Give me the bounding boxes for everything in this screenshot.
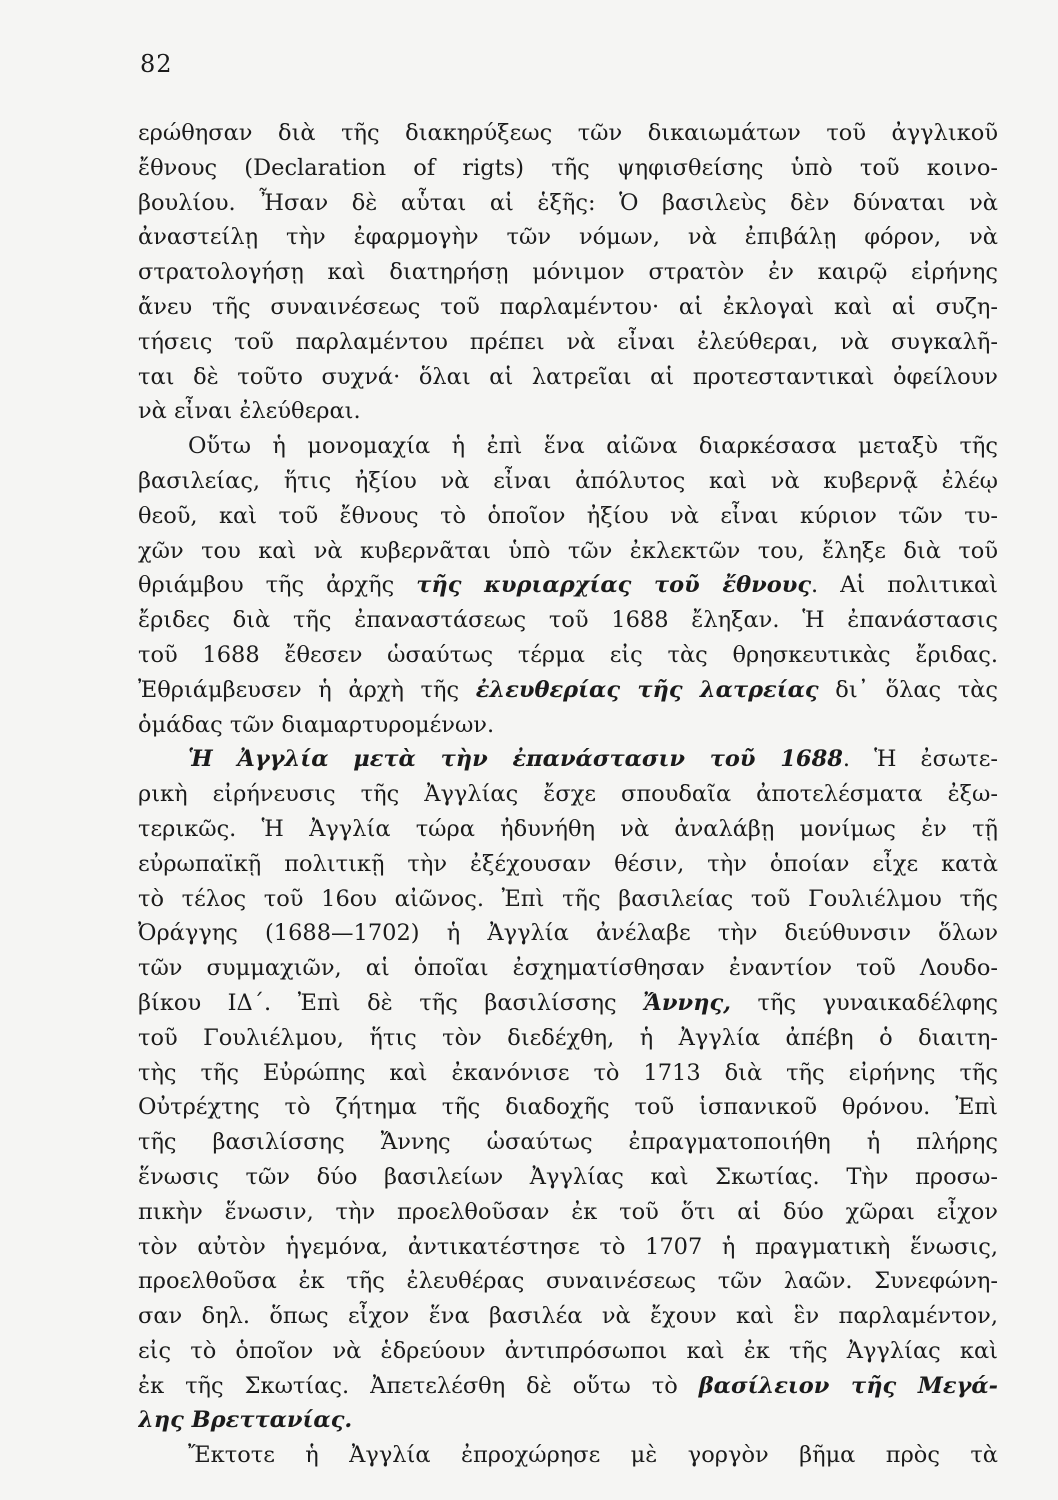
text-line xyxy=(138,847,998,882)
text-line xyxy=(138,708,998,743)
text-segment: Οὕτω ἡ μονομαχία ἡ ἐπὶ ἕνα αἰῶνα διαρκέσασα μεταξὺ τῆς xyxy=(188,433,998,460)
text-line xyxy=(138,916,998,951)
text-line xyxy=(138,220,998,255)
text-line xyxy=(138,1369,998,1404)
text-segment: νὰ εἶναι ἐλεύθεραι. xyxy=(138,398,361,425)
text-line xyxy=(138,673,998,708)
text-line xyxy=(138,951,998,986)
text-segment: Οὐτρέχτης τὸ ζήτημα τῆς διαδοχῆς τοῦ ἱσπανικοῦ θρόνου. Ἐπὶ xyxy=(138,1094,998,1121)
text-line xyxy=(138,1090,998,1125)
text-line xyxy=(138,1438,998,1473)
page-number: 82 xyxy=(140,50,173,78)
text-line xyxy=(138,151,998,186)
text-segment: δι᾿ ὅλας τὰς xyxy=(818,676,998,703)
text-line xyxy=(138,429,998,464)
text-line xyxy=(138,325,998,360)
text-segment: θεοῦ, καὶ τοῦ ἔθνους τὸ ὁποῖον ἠξίου νὰ εἶναι κύριον τῶν τυ- xyxy=(138,502,998,529)
text-segment: βίκου ΙΔ΄. Ἐπὶ δὲ τῆς βασιλίσσης xyxy=(138,989,644,1016)
text-line xyxy=(138,1056,998,1091)
text-segment: βουλίου. Ἦσαν δὲ αὗται αἱ ἑξῆς: Ὁ βασιλεὺς δὲν δύναται νὰ xyxy=(138,189,998,216)
text-segment: χῶν του καὶ νὰ κυβερνᾶται ὑπὸ τῶν ἐκλεκτῶν του, ἔληξε διὰ τοῦ xyxy=(138,537,998,564)
emphasized-text: Ἄννης, xyxy=(643,989,731,1016)
text-segment: εὐρωπαϊκῇ πολιτικῇ τὴν ἐξέχουσαν θέσιν, τὴν ὁποίαν εἶχε κατὰ xyxy=(138,850,998,877)
text-segment: ται δὲ τοῦτο συχνά· ὅλαι αἱ λατρεῖαι αἱ προτεσταντικαὶ ὀφείλουν xyxy=(138,363,998,390)
body-text xyxy=(138,116,998,1473)
text-segment: τήσεις τοῦ παρλαμέντου πρέπει νὰ εἶναι ἐλεύθεραι, νὰ συγκαλῆ- xyxy=(138,328,998,355)
text-line xyxy=(138,742,998,777)
text-segment: Ἔκτοτε ἡ Ἀγγλία ἐπροχώρησε μὲ γοργὸν βῆμα πρὸς τὰ xyxy=(188,1442,998,1469)
emphasized-text: τῆς κυριαρχίας τοῦ ἔθνους xyxy=(416,572,812,599)
text-segment: θριάμβου τῆς ἀρχῆς xyxy=(138,572,417,599)
text-segment: τῆς γυναικαδέλφης xyxy=(730,989,998,1016)
text-segment: πικὴν ἕνωσιν, τὴν προελθοῦσαν ἐκ τοῦ ὅτι αἱ δύο χῶραι εἶχον xyxy=(138,1198,998,1225)
text-segment: στρατολογήσῃ καὶ διατηρήσῃ μόνιμον στρατὸν ἐν καιρῷ εἰρήνης xyxy=(138,259,998,286)
text-segment: τὸν αὐτὸν ἡγεμόνα, ἀντικατέστησε τὸ 1707 ἡ πραγματικὴ ἕνωσις, xyxy=(138,1233,998,1260)
text-segment: τὸ τέλος τοῦ 16ου αἰῶνος. Ἐπὶ τῆς βασιλείας τοῦ Γουλιέλμου τῆς xyxy=(138,885,998,912)
text-segment: . Ἡ ἐσωτε- xyxy=(842,746,998,773)
emphasized-text: βασίλειον τῆς Μεγά- xyxy=(698,1372,998,1399)
text-segment: τῶν συμμαχιῶν, αἱ ὁποῖαι ἐσχηματίσθησαν ἐναντίον τοῦ Λουδο- xyxy=(138,955,998,982)
text-segment: Ἐθριάμβευσεν ἡ ἀρχὴ τῆς xyxy=(138,676,476,703)
text-segment: τὴς τῆς Εὐρώπης καὶ ἐκανόνισε τὸ 1713 διὰ τῆς εἰρήνης τῆς xyxy=(138,1059,998,1086)
text-line xyxy=(138,777,998,812)
text-segment: ἔριδες διὰ τῆς ἐπαναστάσεως τοῦ 1688 ἔληξαν. Ἡ ἐπανάστασις xyxy=(138,607,998,634)
text-line xyxy=(138,464,998,499)
text-segment: ἕνωσις τῶν δύο βασιλείων Ἀγγλίας καὶ Σκωτίας. Τὴν προσω- xyxy=(138,1163,998,1190)
text-segment: ἀναστείλῃ τὴν ἐφαρμογὴν τῶν νόμων, νὰ ἐπιβάλῃ φόρον, νὰ xyxy=(138,224,998,251)
text-line xyxy=(138,360,998,395)
text-line xyxy=(138,1230,998,1265)
emphasized-text: Ἡ Ἀγγλία μετὰ τὴν ἐπανάστασιν τοῦ 1688 xyxy=(188,746,843,773)
text-line xyxy=(138,1125,998,1160)
text-line xyxy=(138,882,998,917)
emphasized-text: ἐλευθερίας τῆς λατρείας xyxy=(475,676,819,703)
text-segment: βασιλείας, ἥτις ἠξίου νὰ εἶναι ἀπόλυτος καὶ νὰ κυβερνᾷ ἐλέῳ xyxy=(138,467,998,494)
text-line xyxy=(138,1021,998,1056)
text-segment: Ὀράγγης (1688—1702) ἡ Ἀγγλία ἀνέλαβε τὴν διεύθυνσιν ὅλων xyxy=(138,920,998,947)
text-line xyxy=(138,116,998,151)
text-line xyxy=(138,1195,998,1230)
text-segment: ἔθνους (Declaration of rigts) τῆς ψηφισθείσης ὑπὸ τοῦ κοινο- xyxy=(138,154,998,181)
text-segment: . Αἱ πολιτικαὶ xyxy=(811,572,998,599)
text-line xyxy=(138,568,998,603)
text-segment: ρικὴ εἰρήνευσις τῆς Ἀγγλίας ἔσχε σπουδαῖα ἀποτελέσματα ἐξω- xyxy=(138,781,998,808)
text-line xyxy=(138,255,998,290)
text-segment: τοῦ Γουλιέλμου, ἥτις τὸν διεδέχθη, ἡ Ἀγγλία ἀπέβη ὁ διαιτη- xyxy=(138,1024,998,1051)
text-segment: εἰς τὸ ὁποῖον νὰ ἑδρεύουν ἀντιπρόσωποι καὶ ἐκ τῆς Ἀγγλίας καὶ xyxy=(138,1337,998,1364)
text-line xyxy=(138,394,998,429)
text-line xyxy=(138,986,998,1021)
text-line xyxy=(138,499,998,534)
text-line xyxy=(138,1264,998,1299)
emphasized-text: λης Βρεττανίας. xyxy=(138,1407,353,1434)
text-line xyxy=(138,638,998,673)
text-segment: ερώθησαν διὰ τῆς διακηρύξεως τῶν δικαιωμάτων τοῦ ἀγγλικοῦ xyxy=(138,120,998,146)
text-line xyxy=(138,1299,998,1334)
text-line xyxy=(138,186,998,221)
text-line xyxy=(138,812,998,847)
text-segment: ἄνευ τῆς συναινέσεως τοῦ παρλαμέντου· αἱ ἐκλογαὶ καὶ αἱ συζη- xyxy=(138,293,998,320)
text-line xyxy=(138,1334,998,1369)
text-segment: ὁμάδας τῶν διαμαρτυρομένων. xyxy=(138,711,495,738)
text-line xyxy=(138,290,998,325)
text-segment: τοῦ 1688 ἔθεσεν ὡσαύτως τέρμα εἰς τὰς θρησκευτικὰς ἔριδας. xyxy=(138,641,998,668)
text-line xyxy=(138,1160,998,1195)
text-segment: προελθοῦσα ἐκ τῆς ἐλευθέρας συναινέσεως τῶν λαῶν. Συνεφώνη- xyxy=(138,1268,998,1295)
text-line xyxy=(138,603,998,638)
text-line xyxy=(138,534,998,569)
text-line xyxy=(138,1403,998,1438)
text-segment: ἐκ τῆς Σκωτίας. Ἀπετελέσθη δὲ οὕτω τὸ xyxy=(138,1372,699,1399)
text-segment: σαν δηλ. ὅπως εἶχον ἕνα βασιλέα νὰ ἔχουν καὶ ἓν παρλαμέντον, xyxy=(138,1303,998,1330)
text-segment: τῆς βασιλίσσης Ἄννης ὡσαύτως ἐπραγματοποιήθη ἡ πλήρης xyxy=(138,1129,998,1156)
text-segment: τερικῶς. Ἡ Ἀγγλία τώρα ἠδυνήθη νὰ ἀναλάβῃ μονίμως ἐν τῇ xyxy=(138,815,998,842)
